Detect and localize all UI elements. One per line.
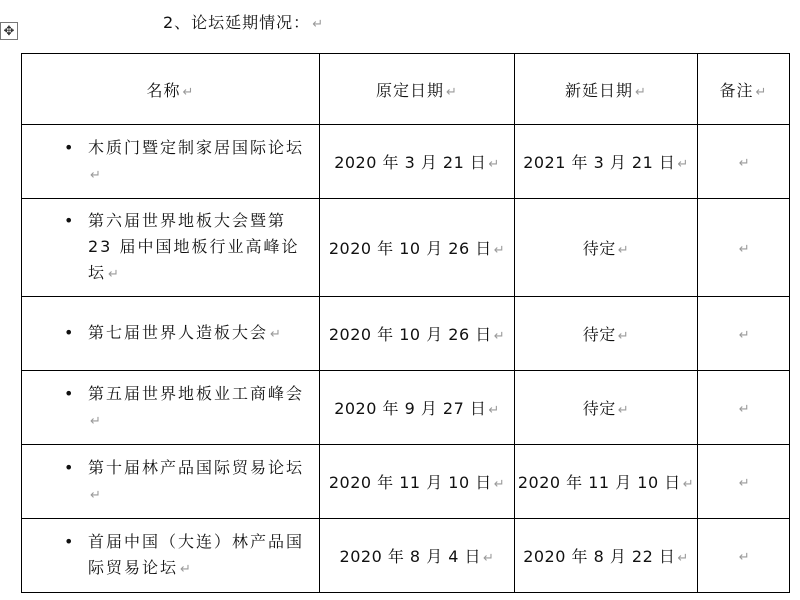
header-original-date: 原定日期 ↵: [320, 54, 515, 125]
table-row: [22, 371, 790, 445]
cell-new-date: 2020 年 8 月 22 日 ↵: [515, 519, 698, 593]
cell-original-date: 2020 年 10 月 26 日 ↵: [320, 297, 515, 371]
cell-name: • 木质门暨定制家居国际论坛↵: [22, 125, 320, 199]
cell-note: ↵: [698, 371, 790, 445]
cell-new-date: 待定 ↵: [515, 297, 698, 371]
table-row: [22, 519, 790, 593]
header-name: 名称 ↵: [22, 54, 320, 125]
cell-original-date: 2020 年 9 月 27 日 ↵: [320, 371, 515, 445]
paragraph-mark-icon: ↵: [312, 17, 325, 32]
cell-original-date: 2020 年 3 月 21 日 ↵: [320, 125, 515, 199]
heading-text: 2、论坛延期情况：: [163, 13, 311, 32]
cell-name: • 第七届世界人造板大会 ↵: [22, 297, 320, 371]
cell-original-date: 2020 年 11 月 10 日 ↵: [320, 445, 515, 519]
header-note: 备注 ↵: [698, 54, 790, 125]
cell-note: ↵: [698, 519, 790, 593]
cell-original-date: 2020 年 8 月 4 日 ↵: [320, 519, 515, 593]
section-heading: [163, 10, 324, 33]
table-move-handle-icon[interactable]: ✥: [0, 22, 18, 40]
cell-name: • 第十届林产品国际贸易论坛↵: [22, 445, 320, 519]
cell-new-date: 待定 ↵: [515, 371, 698, 445]
cell-original-date: 2020 年 10 月 26 日 ↵: [320, 199, 515, 297]
table-row: [22, 297, 790, 371]
cell-name: • 第五届世界地板业工商峰会↵: [22, 371, 320, 445]
table-row: [22, 445, 790, 519]
table-row: [22, 125, 790, 199]
cell-name: • 首届中国（大连）林产品国际贸易论坛 ↵: [22, 519, 320, 593]
table-header-row: [22, 54, 790, 125]
cell-new-date: 待定 ↵: [515, 199, 698, 297]
cell-note: ↵: [698, 199, 790, 297]
header-new-date: 新延日期 ↵: [515, 54, 698, 125]
cell-name: • 第六届世界地板大会暨第 23 届中国地板行业高峰论坛 ↵: [22, 199, 320, 297]
table-row: [22, 199, 790, 297]
cell-new-date: 2021 年 3 月 21 日 ↵: [515, 125, 698, 199]
forum-postponement-table: [21, 53, 790, 593]
cell-note: ↵: [698, 297, 790, 371]
cell-note: ↵: [698, 125, 790, 199]
cell-new-date: 2020 年 11 月 10 日 ↵: [515, 445, 698, 519]
cell-note: ↵: [698, 445, 790, 519]
